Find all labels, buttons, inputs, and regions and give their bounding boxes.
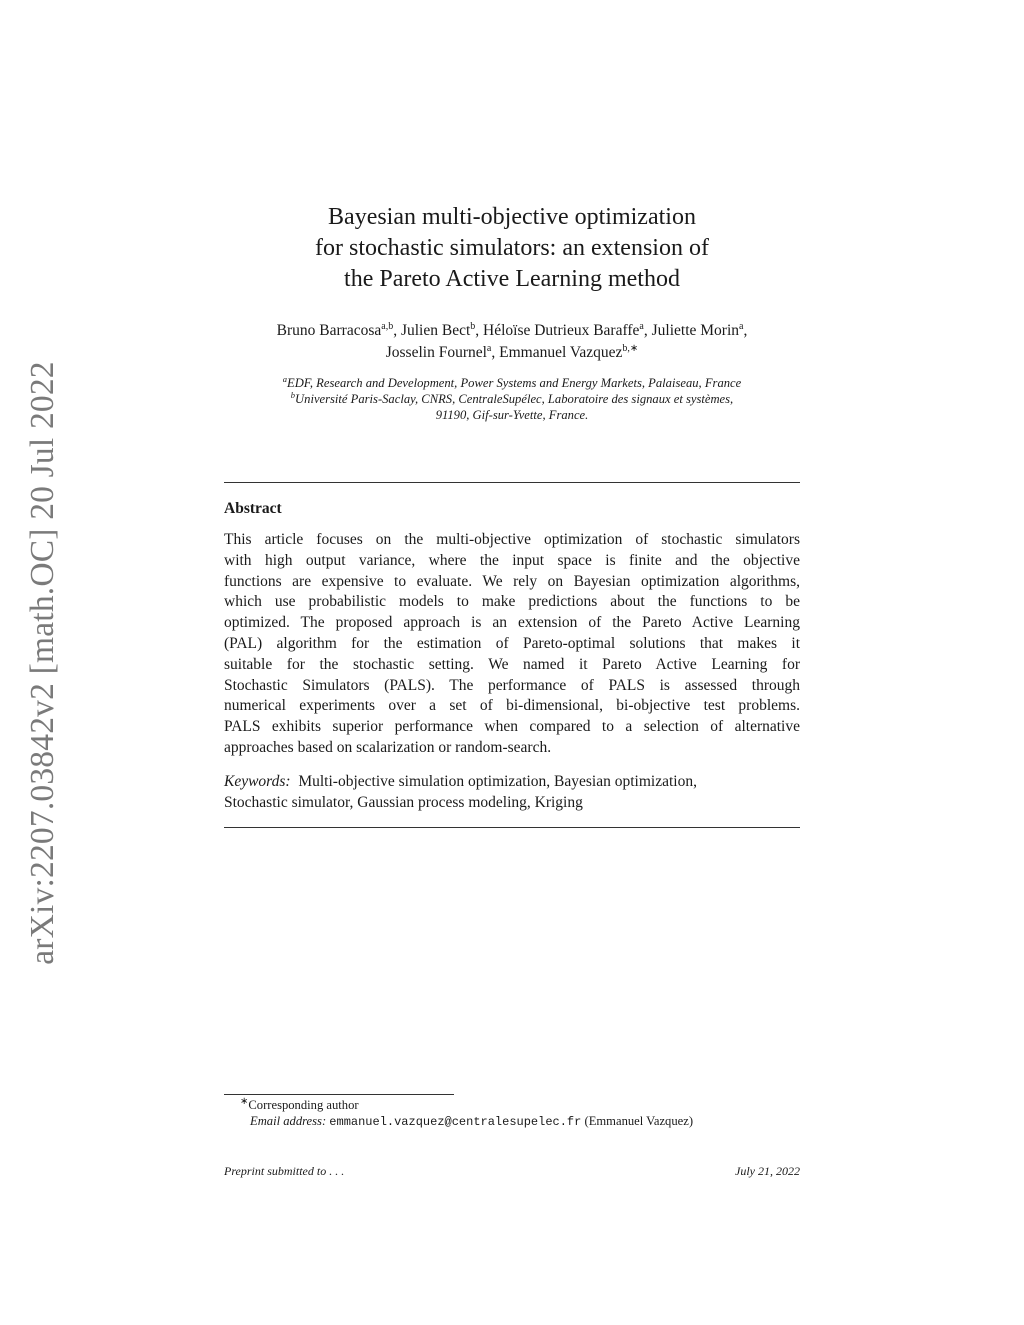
author-affil-mark: a [486,342,492,354]
author-affil-mark: b,∗ [622,342,639,354]
affil-text: EDF, Research and Development, Power Systems and Energy Markets, Palaiseau, France [287,376,742,390]
title-line: Bayesian multi-objective optimization [328,204,696,230]
abstract-line: Stochastic Simulators (PALS). The performance of PALS is assessed through [224,676,800,694]
affil-mark: a [282,373,288,384]
author-affil-mark: a [639,320,644,332]
abstract-line: functions are expensive to evaluate. We rely on Bayesian optimization algorithms, [224,572,800,590]
author-separator: , [475,322,484,339]
abstract-line: with high output variance, where the input space is finite and the objective [224,551,800,569]
author-affil-mark: a,b [381,320,394,332]
author-list [200,320,824,364]
keywords [224,772,800,814]
affiliation-b [200,391,824,407]
footnote-email-line [224,1113,693,1130]
footer-preprint: Preprint submitted to . . . [224,1164,345,1178]
author-line [200,320,824,342]
abstract-line: optimized. The proposed approach is an extension of the Pareto Active Learning [224,614,800,632]
email-label: Email address: [250,1114,327,1128]
affil-text: Université Paris-Saclay, CNRS, CentraleSupélec, Laboratoire des signaux et systèmes, [295,392,734,406]
footnote-text: Corresponding author [248,1098,359,1112]
author-separator: , [393,322,401,339]
abstract-line: (PAL) algorithm for the estimation of Pareto-optimal solutions that makes it [224,634,800,652]
author-line [200,342,824,364]
author-separator: , [643,322,652,339]
author-affil-mark: a [739,320,744,332]
email-owner: (Emmanuel Vazquez) [584,1114,694,1128]
keywords-line [224,772,800,793]
abstract-line: PALS exhibits superior performance when compared to a selection of alternative [224,718,800,736]
arxiv-identifier-text: arXiv:2207.03842v2 [math.OC] 20 Jul 2022 [24,360,61,965]
author-name: Julien Bect [400,322,471,339]
title-line: the Pareto Active Learning method [344,266,680,292]
footnote [224,1097,693,1130]
footnote-line [224,1097,693,1113]
author-name: Emmanuel Vazquez [499,344,623,361]
arxiv-identifier [22,340,64,985]
abstract-heading: Abstract [224,500,282,517]
abstract-line: approaches based on scalarization or random-search. [224,738,552,756]
affil-mark: b [290,389,296,400]
abstract-body [224,530,800,759]
abstract-line: numerical experiments over a set of bi-dimensional, bi-objective test problems. [224,697,800,715]
affiliations [200,375,824,423]
footnote-rule [224,1094,454,1095]
paper-title [224,202,800,295]
footnote-mark: ∗ [240,1095,249,1107]
author-affil-mark: b [470,320,476,332]
author-name: Héloïse Dutrieux Baraffe [483,322,640,339]
footer-date: July 21, 2022 [735,1164,800,1178]
top-rule [224,482,800,483]
author-name: Juliette Morin [651,322,740,339]
email-address[interactable]: emmanuel.vazquez@centralesupelec.fr [329,1115,582,1129]
keywords-label: Keywords: [224,773,291,790]
abstract-line: which use probabilistic models to make predictions about the functions to be [224,593,800,611]
keywords-text: Multi-objective simulation optimization, Bayesian optimization, [298,773,697,790]
author-name: Josselin Fournel [385,344,487,361]
abstract-line: This article focuses on the multi-objective optimization of stochastic simulators [224,531,800,548]
affiliation-b-cont: 91190, Gif-sur-Yvette, France. [435,408,589,422]
abstract-line: suitable for the stochastic setting. We named it Pareto Active Learning for [224,655,800,673]
keywords-line: Stochastic simulator, Gaussian process modeling, Kriging [224,793,583,811]
author-separator: , [743,322,748,339]
author-separator: , [491,344,500,361]
author-name: Bruno Barracosa [276,322,382,339]
title-line: for stochastic simulators: an extension of [315,235,709,261]
affiliation-a [200,375,824,391]
bottom-rule [224,827,800,828]
